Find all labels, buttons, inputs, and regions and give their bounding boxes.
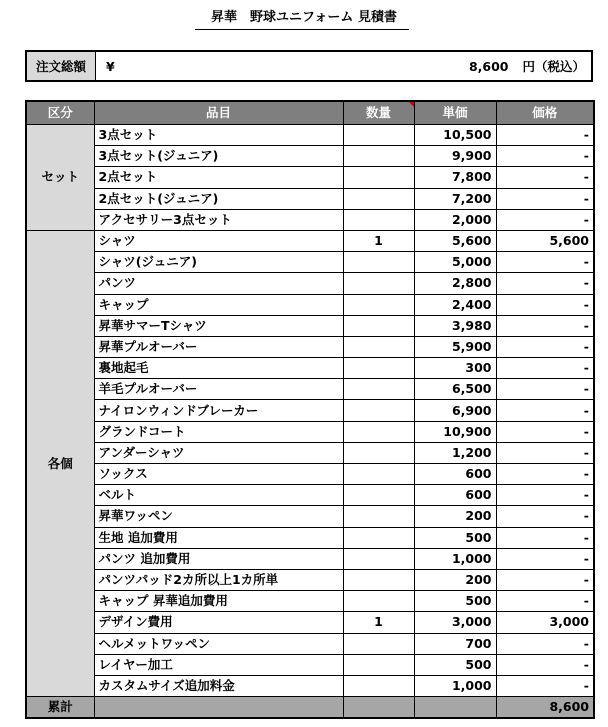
price-cell: - [496,569,594,590]
item-name-cell: キャップ [94,294,343,315]
total-row [26,697,594,719]
unit-price-cell: 5,000 [414,252,496,273]
price-cell: - [496,654,594,675]
item-name-cell: 生地 追加費用 [94,527,343,548]
table-row [26,442,594,463]
unit-price-cell: 600 [414,464,496,485]
unit-price-cell: 700 [414,633,496,654]
unit-price-cell: 2,800 [414,273,496,294]
unit-price-cell: 6,900 [414,400,496,421]
quantity-cell[interactable] [343,146,414,167]
price-cell: - [496,464,594,485]
price-cell: - [496,421,594,442]
unit-price-cell: 10,500 [414,125,496,146]
quantity-cell[interactable] [343,548,414,569]
order-total-box [25,50,593,82]
quantity-cell[interactable] [343,591,414,612]
order-total-value[interactable] [146,52,591,80]
quantity-cell[interactable] [343,358,414,379]
table-row [26,315,594,336]
price-cell: - [496,146,594,167]
price-cell: - [496,125,594,146]
quantity-cell[interactable] [343,252,414,273]
item-name-cell: シャツ [94,230,343,251]
price-cell: - [496,527,594,548]
table-row [26,336,594,357]
unit-price-cell: 5,600 [414,230,496,251]
quantity-cell[interactable] [343,464,414,485]
unit-price-cell: 1,200 [414,442,496,463]
quantity-cell[interactable] [343,442,414,463]
table-row [26,252,594,273]
item-name-cell: シャツ(ジュニア) [94,252,343,273]
table-row [26,400,594,421]
table-row [26,125,594,146]
item-name-cell: デザイン費用 [94,612,343,633]
table-row [26,675,594,696]
unit-price-cell: 10,900 [414,421,496,442]
item-name-cell: 裏地起毛 [94,358,343,379]
price-cell: - [496,400,594,421]
unit-price-cell: 300 [414,358,496,379]
table-header-row [26,101,594,125]
total-spacer [94,697,343,719]
price-cell: - [496,485,594,506]
item-name-cell: ナイロンウィンドブレーカー [94,400,343,421]
header-item: 品目 [94,101,343,125]
quantity-cell[interactable] [343,506,414,527]
quantity-cell[interactable] [343,379,414,400]
quantity-cell[interactable] [343,125,414,146]
item-name-cell: ソックス [94,464,343,485]
price-cell: - [496,442,594,463]
item-name-cell: カスタムサイズ追加料金 [94,675,343,696]
item-name-cell: レイヤー加工 [94,654,343,675]
unit-price-cell: 7,800 [414,167,496,188]
category-cell: セット [26,125,94,231]
item-name-cell: 2点セット(ジュニア) [94,188,343,209]
title-underline [195,29,409,30]
header-quantity: 数量 [343,101,414,125]
unit-price-cell: 3,000 [414,612,496,633]
table-row [26,167,594,188]
price-cell: - [496,633,594,654]
order-total-unit-note: 円（税込） [522,59,585,74]
price-cell: - [496,273,594,294]
price-cell: - [496,506,594,527]
table-row [26,633,594,654]
quantity-cell[interactable] [343,421,414,442]
unit-price-cell: 2,000 [414,209,496,230]
unit-price-cell: 7,200 [414,188,496,209]
price-cell: - [496,379,594,400]
price-cell: - [496,252,594,273]
unit-price-cell: 500 [414,654,496,675]
price-cell: - [496,209,594,230]
item-name-cell: 昇華サマーTシャツ [94,315,343,336]
item-name-cell: キャップ 昇華追加費用 [94,591,343,612]
estimate-body [26,125,594,697]
price-cell: 3,000 [496,612,594,633]
quantity-cell[interactable] [343,209,414,230]
quantity-cell[interactable] [343,188,414,209]
table-row [26,464,594,485]
table-row [26,188,594,209]
quantity-cell[interactable] [343,569,414,590]
quantity-cell[interactable] [343,336,414,357]
table-row [26,421,594,442]
quantity-cell[interactable] [343,675,414,696]
table-row [26,654,594,675]
quantity-cell[interactable] [343,167,414,188]
category-cell: 各個 [26,230,94,696]
order-total-label: 注文総額 [27,52,96,80]
table-row [26,485,594,506]
unit-price-cell: 500 [414,591,496,612]
estimate-table [25,100,595,719]
price-cell: - [496,591,594,612]
comment-indicator[interactable] [409,102,414,107]
quantity-cell[interactable] [343,273,414,294]
item-name-cell: 羊毛プルオーバー [94,379,343,400]
unit-price-cell: 9,900 [414,146,496,167]
item-name-cell: ヘルメットワッペン [94,633,343,654]
table-row [26,548,594,569]
table-row [26,230,594,251]
item-name-cell: 3点セット [94,125,343,146]
item-name-cell: パンツ [94,273,343,294]
quantity-cell[interactable] [343,654,414,675]
table-row [26,379,594,400]
unit-price-cell: 1,000 [414,548,496,569]
item-name-cell: グランドコート [94,421,343,442]
quantity-cell[interactable]: 1 [343,612,414,633]
item-name-cell: 2点セット [94,167,343,188]
currency-symbol: ¥ [106,58,115,74]
price-cell: - [496,336,594,357]
unit-price-cell: 200 [414,506,496,527]
unit-price-cell: 600 [414,485,496,506]
item-name-cell: パンツパッド2カ所以上1カ所単 [94,569,343,590]
item-name-cell: ベルト [94,485,343,506]
item-name-cell: 昇華プルオーバー [94,336,343,357]
quantity-cell[interactable] [343,400,414,421]
table-row [26,506,594,527]
table-row [26,591,594,612]
table-row [26,358,594,379]
quantity-cell[interactable] [343,633,414,654]
item-name-cell: パンツ 追加費用 [94,548,343,569]
table-row [26,209,594,230]
item-name-cell: 昇華ワッペン [94,506,343,527]
price-cell: - [496,188,594,209]
item-name-cell: アクセサリー3点セット [94,209,343,230]
total-label: 累計 [26,697,94,719]
unit-price-cell: 5,900 [414,336,496,357]
item-name-cell: アンダーシャツ [94,442,343,463]
price-cell: - [496,548,594,569]
price-cell: - [496,315,594,336]
price-cell: 5,600 [496,230,594,251]
header-unit-price: 単価 [414,101,496,125]
total-spacer [414,697,496,719]
table-row [26,612,594,633]
item-name-cell: 3点セット(ジュニア) [94,146,343,167]
quantity-cell[interactable]: 1 [343,230,414,251]
price-cell: - [496,167,594,188]
unit-price-cell: 200 [414,569,496,590]
header-price: 価格 [496,101,594,125]
table-row [26,527,594,548]
unit-price-cell: 1,000 [414,675,496,696]
header-category: 区分 [26,101,94,125]
quantity-cell[interactable] [343,315,414,336]
table-row [26,273,594,294]
table-row [26,294,594,315]
table-row [26,569,594,590]
order-total-amount: 8,600 [468,58,509,74]
table-row [26,146,594,167]
price-cell: - [496,358,594,379]
document-title: 昇華 野球ユニフォーム 見積書 [211,10,397,25]
quantity-cell[interactable] [343,294,414,315]
total-spacer [343,697,414,719]
quantity-cell[interactable] [343,527,414,548]
unit-price-cell: 3,980 [414,315,496,336]
price-cell: - [496,294,594,315]
unit-price-cell: 6,500 [414,379,496,400]
unit-price-cell: 2,400 [414,294,496,315]
quantity-cell[interactable] [343,485,414,506]
price-cell: - [496,675,594,696]
unit-price-cell: 500 [414,527,496,548]
grand-total: 8,600 [496,697,594,719]
